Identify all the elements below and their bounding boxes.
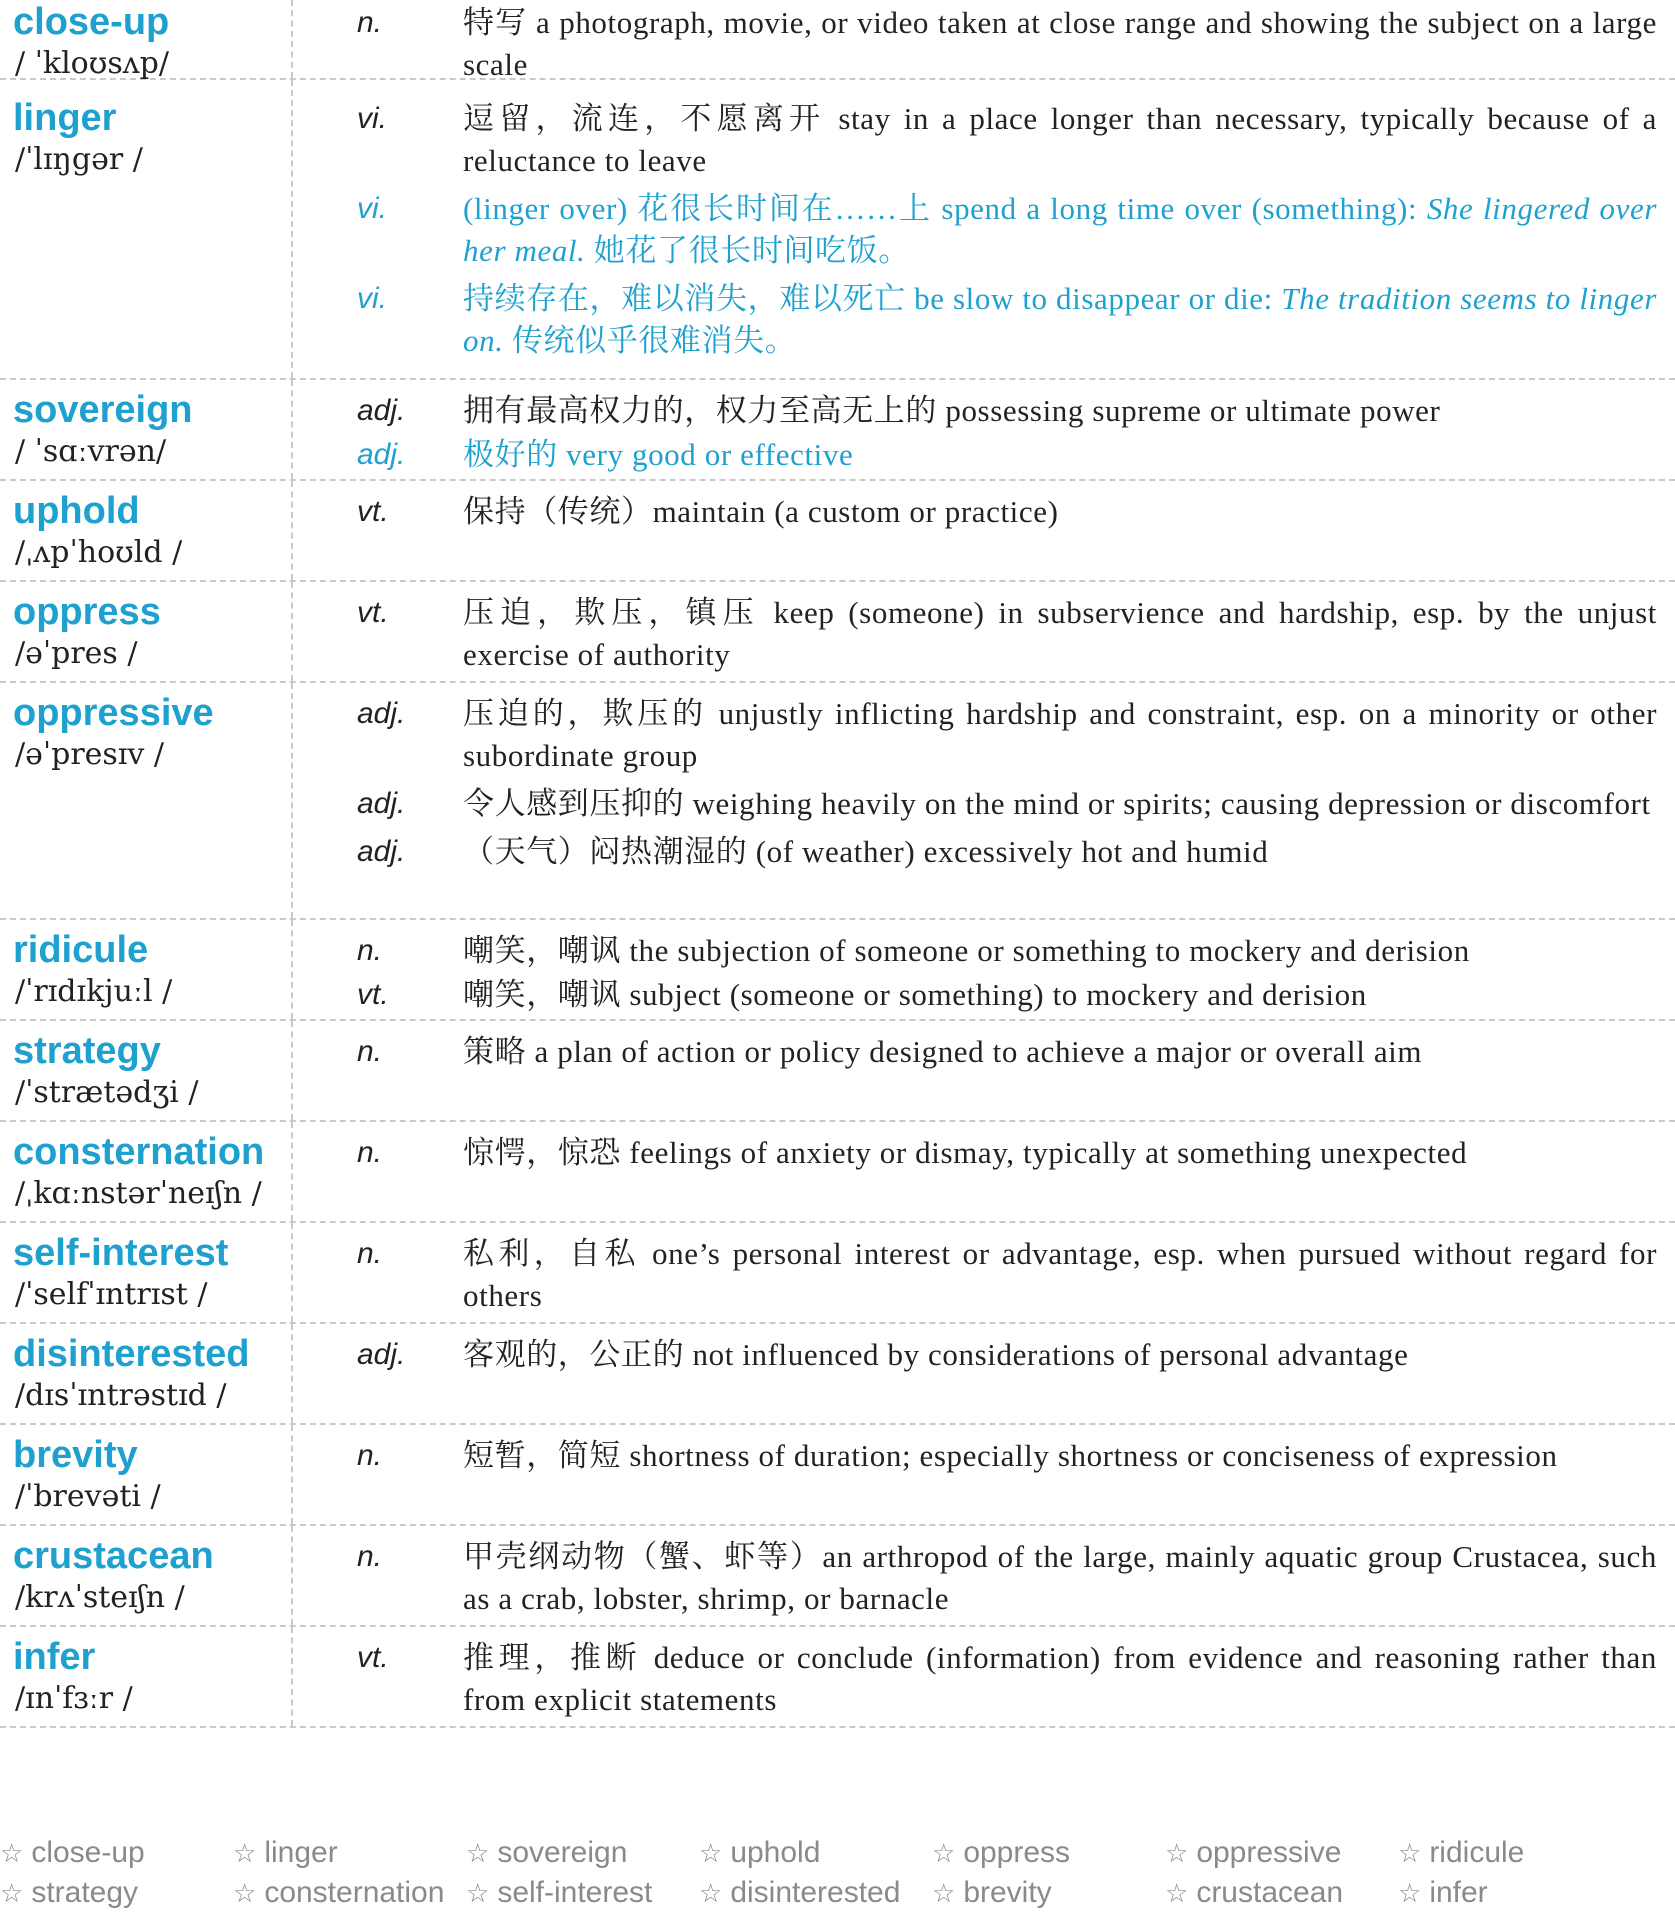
- part-of-speech: adj.: [357, 394, 406, 427]
- word-column: [0, 80, 293, 378]
- entry-oppress: [0, 582, 1675, 683]
- star-icon: ☆: [1165, 1878, 1189, 1908]
- phonetic: /ˈrɪdɪkjuːl /: [15, 974, 173, 1009]
- definition: 嘲笑，嘲讽 subject (someone or something) to mockery and derision: [463, 977, 1367, 1012]
- word-column: [0, 380, 293, 479]
- sense: [293, 432, 1657, 476]
- part-of-speech: n.: [357, 1237, 383, 1270]
- entry-crustacean: [0, 1526, 1675, 1627]
- headword: oppress: [13, 591, 161, 633]
- definition-column: [293, 380, 1675, 479]
- phonetic: /dɪsˈɪntrəstɪd /: [15, 1378, 227, 1413]
- part-of-speech: adj.: [357, 438, 406, 471]
- sense: [293, 96, 1657, 182]
- entry-linger: [0, 80, 1675, 380]
- phonetic: /ˌʌpˈhoʊld /: [15, 535, 183, 570]
- part-of-speech: n.: [357, 1540, 383, 1573]
- definition: 私利，自私 one’s personal interest or advantage, esp. when pursued without regard for others: [463, 1236, 1657, 1313]
- star-icon: ☆: [466, 1838, 490, 1868]
- word-column: [0, 582, 293, 681]
- checklist-item[interactable]: ☆ infer: [1398, 1876, 1488, 1909]
- headword: strategy: [13, 1030, 161, 1072]
- definition: 保持（传统）maintain (a custom or practice): [463, 494, 1059, 529]
- phonetic: /ˈbrevəti /: [15, 1479, 161, 1514]
- headword: linger: [13, 97, 117, 139]
- part-of-speech: n.: [357, 6, 383, 39]
- definition: 持续存在，难以消失，难以死亡 be slow to disappear or die: The tradition seems to linger on. 传统似乎很难消失。: [463, 281, 1657, 358]
- sense: [293, 186, 1657, 272]
- word-column: [0, 1526, 293, 1625]
- sense: [293, 781, 1657, 825]
- word-column: [0, 1627, 293, 1726]
- definition-column: [293, 1425, 1675, 1524]
- word-column: [0, 1324, 293, 1423]
- checklist-item[interactable]: ☆ crustacean: [1165, 1876, 1344, 1909]
- word-column: [0, 1021, 293, 1120]
- headword: infer: [13, 1636, 96, 1678]
- definition-column: [293, 1223, 1675, 1322]
- checklist-row: [0, 1873, 1675, 1913]
- definition: 极好的 very good or effective: [463, 437, 854, 472]
- phonetic: /əˈpresɪv /: [15, 737, 164, 772]
- definition-column: [293, 1122, 1675, 1221]
- definition-column: [293, 582, 1675, 681]
- definition: 压迫，欺压，镇压 keep (someone) in subservience and hardship, esp. by the unjust exercise of authority: [463, 595, 1657, 672]
- definition: 短暂，简短 shortness of duration; especially shortness or conciseness of expression: [463, 1438, 1558, 1473]
- checklist-item[interactable]: ☆ strategy: [0, 1876, 139, 1909]
- entry-oppressive: [0, 683, 1675, 920]
- sense: [293, 1231, 1657, 1317]
- sense: [293, 1534, 1657, 1620]
- part-of-speech: vt.: [357, 596, 389, 629]
- checklist-item[interactable]: ☆ sovereign: [466, 1836, 628, 1869]
- part-of-speech: n.: [357, 1136, 383, 1169]
- checklist-item[interactable]: ☆ disinterested: [699, 1876, 901, 1909]
- sense: [293, 489, 1657, 533]
- part-of-speech: vt.: [357, 1641, 389, 1674]
- star-icon: ☆: [0, 1838, 24, 1868]
- checklist-item[interactable]: ☆ consternation: [233, 1876, 445, 1909]
- entry-uphold: [0, 481, 1675, 582]
- checklist-item[interactable]: ☆ oppress: [932, 1836, 1071, 1869]
- headword: sovereign: [13, 389, 193, 431]
- checklist-item[interactable]: ☆ brevity: [932, 1876, 1052, 1909]
- sense: [293, 928, 1657, 972]
- definition: (linger over) 花很长时间在……上 spend a long time over (something): She lingered over her meal. 她花了很长时间吃饭。: [463, 191, 1658, 268]
- sense: [293, 972, 1657, 1016]
- headword: self-interest: [13, 1232, 229, 1274]
- definition: 惊愕，惊恐 feelings of anxiety or dismay, typically at something unexpected: [463, 1135, 1468, 1170]
- entry-sovereign: [0, 380, 1675, 481]
- part-of-speech: vi.: [357, 282, 387, 315]
- definition: 甲壳纲动物（蟹、虾等）an arthropod of the large, mainly aquatic group Crustacea, such as a crab, lobster, shrimp, or barnacle: [463, 1539, 1657, 1616]
- definition-column: [293, 0, 1675, 82]
- entry-strategy: [0, 1021, 1675, 1122]
- star-icon: ☆: [932, 1838, 956, 1868]
- word-column: [0, 1223, 293, 1322]
- phonetic: /ɪnˈfɜːr /: [15, 1681, 133, 1716]
- star-icon: ☆: [0, 1878, 24, 1908]
- entry-infer: [0, 1627, 1675, 1728]
- checklist-item[interactable]: ☆ close-up: [0, 1836, 145, 1869]
- definition: 令人感到压抑的 weighing heavily on the mind or spirits; causing depression or discomfort: [463, 786, 1651, 821]
- sense: [293, 1433, 1657, 1477]
- definition: 策略 a plan of action or policy designed to achieve a major or overall aim: [463, 1034, 1423, 1069]
- definition: 拥有最高权力的，权力至高无上的 possessing supreme or ultimate power: [463, 393, 1441, 428]
- phonetic: / ˈkloʊsʌp/: [15, 46, 169, 81]
- entry-self-interest: [0, 1223, 1675, 1324]
- star-icon: ☆: [699, 1878, 723, 1908]
- entry-close-up: [0, 0, 1675, 80]
- checklist-item[interactable]: ☆ uphold: [699, 1836, 821, 1869]
- sense: [293, 590, 1657, 676]
- part-of-speech: adj.: [357, 835, 406, 868]
- phonetic: /əˈpres /: [15, 636, 138, 671]
- example: She lingered over her meal.: [463, 191, 1658, 268]
- word-column: [0, 683, 293, 918]
- word-column: [0, 481, 293, 580]
- definition-column: [293, 920, 1675, 1019]
- definition-column: [293, 1324, 1675, 1423]
- entry-disinterested: [0, 1324, 1675, 1425]
- definition: （天气）闷热潮湿的 (of weather) excessively hot and humid: [463, 834, 1269, 869]
- part-of-speech: n.: [357, 1439, 383, 1472]
- phonetic: /ˌkɑːnstərˈneɪʃn /: [15, 1176, 262, 1211]
- star-icon: ☆: [466, 1878, 490, 1908]
- definition: 压迫的，欺压的 unjustly inflicting hardship and constraint, esp. on a minority or other subordinate group: [463, 696, 1657, 773]
- headword: uphold: [13, 490, 140, 532]
- sense: [293, 1332, 1657, 1376]
- headword: ridicule: [13, 929, 149, 971]
- part-of-speech: vt.: [357, 978, 389, 1011]
- star-icon: ☆: [1398, 1838, 1422, 1868]
- sense: [293, 1029, 1657, 1073]
- star-icon: ☆: [233, 1878, 257, 1908]
- part-of-speech: vi.: [357, 192, 387, 225]
- sense: [293, 1635, 1657, 1721]
- headword: disinterested: [13, 1333, 250, 1375]
- sense: [293, 0, 1657, 86]
- definition-column: [293, 1526, 1675, 1625]
- checklist-item[interactable]: ☆ self-interest: [466, 1876, 653, 1909]
- phonetic: /ˈselfˈɪntrɪst /: [15, 1277, 208, 1312]
- definition: 逗留，流连，不愿离开 stay in a place longer than necessary, typically because of a reluctance to leave: [463, 101, 1657, 178]
- part-of-speech: adj.: [357, 1338, 406, 1371]
- headword: consternation: [13, 1131, 265, 1173]
- sense: [293, 388, 1657, 432]
- star-icon: ☆: [233, 1838, 257, 1868]
- review-checklist: [0, 1833, 1675, 1913]
- definition-column: [293, 1627, 1675, 1726]
- sense: [293, 276, 1657, 362]
- definition: 嘲笑，嘲讽 the subjection of someone or something to mockery and derision: [463, 933, 1470, 968]
- checklist-item[interactable]: ☆ ridicule: [1398, 1836, 1525, 1869]
- entry-consternation: [0, 1122, 1675, 1223]
- checklist-row: [0, 1833, 1675, 1873]
- headword: close-up: [13, 1, 170, 43]
- phonetic: /krʌˈsteɪʃn /: [15, 1580, 185, 1615]
- phonetic: /ˈstrætədʒi /: [15, 1075, 199, 1110]
- example: The tradition seems to linger on.: [463, 281, 1657, 358]
- part-of-speech: vt.: [357, 495, 389, 528]
- part-of-speech: adj.: [357, 787, 406, 820]
- checklist-item[interactable]: ☆ linger: [233, 1836, 338, 1869]
- entry-brevity: [0, 1425, 1675, 1526]
- definition-column: [293, 80, 1675, 378]
- example-translation: 传统似乎很难消失。: [511, 323, 797, 358]
- headword: brevity: [13, 1434, 138, 1476]
- phonetic: / ˈsɑːvrən/: [15, 434, 167, 469]
- phonetic: /ˈlɪŋgər /: [15, 142, 143, 177]
- word-column: [0, 1425, 293, 1524]
- word-column: [0, 1122, 293, 1221]
- part-of-speech: vi.: [357, 102, 387, 135]
- example-translation: 她花了很长时间吃饭。: [593, 233, 910, 268]
- sense: [293, 829, 1657, 873]
- definition-column: [293, 683, 1675, 918]
- sense: [293, 1130, 1657, 1174]
- checklist-item[interactable]: ☆ oppressive: [1165, 1836, 1342, 1869]
- star-icon: ☆: [932, 1878, 956, 1908]
- entry-ridicule: [0, 920, 1675, 1021]
- word-column: [0, 920, 293, 1019]
- definition-column: [293, 481, 1675, 580]
- star-icon: ☆: [699, 1838, 723, 1868]
- definition: 客观的，公正的 not influenced by considerations of personal advantage: [463, 1337, 1409, 1372]
- definition: 推理，推断 deduce or conclude (information) from evidence and reasoning rather than from explicit statements: [463, 1640, 1657, 1717]
- part-of-speech: adj.: [357, 697, 406, 730]
- headword: crustacean: [13, 1535, 214, 1577]
- definition-column: [293, 1021, 1675, 1120]
- word-column: [0, 0, 293, 81]
- part-of-speech: n.: [357, 934, 383, 967]
- star-icon: ☆: [1398, 1878, 1422, 1908]
- sense: [293, 691, 1657, 777]
- definition: 特写 a photograph, movie, or video taken at close range and showing the subject on a large scale: [463, 5, 1657, 82]
- star-icon: ☆: [1165, 1838, 1189, 1868]
- headword: oppressive: [13, 692, 214, 734]
- part-of-speech: n.: [357, 1035, 383, 1068]
